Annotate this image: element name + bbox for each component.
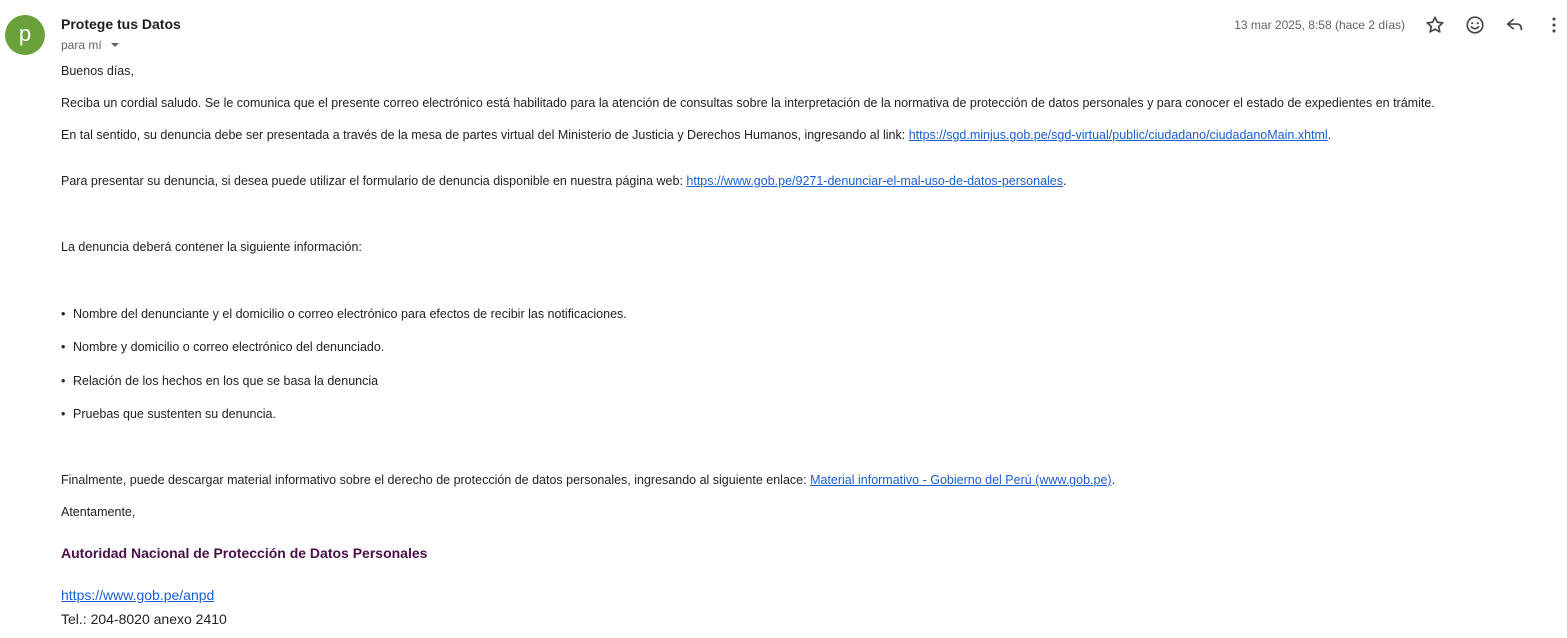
paragraph-3: [61, 174, 1066, 188]
timestamp: 13 mar 2025, 8:58 (hace 2 días): [1234, 18, 1405, 32]
recipient-label: para mí: [61, 38, 102, 52]
signature-link-line: [61, 587, 214, 603]
list-item-text: Pruebas que sustenten su denuncia.: [73, 407, 276, 421]
bullet: •: [61, 407, 66, 421]
list-item-text: Nombre y domicilio o correo electrónico del denunciado.: [73, 340, 385, 354]
paragraph-5-text: Finalmente, puede descargar material informativo sobre el derecho de protección de datos personales, ingresando al siguiente enlace:: [61, 473, 811, 487]
signature-name: Autoridad Nacional de Protección de Datos Personales: [61, 545, 428, 561]
signature-tel: Tel.: 204-8020 anexo 2410: [61, 611, 227, 627]
avatar[interactable]: p: [5, 15, 45, 55]
reply-icon[interactable]: [1504, 14, 1526, 36]
emoji-icon[interactable]: [1464, 14, 1486, 36]
material-informativo-link[interactable]: Material informativo - Gobierno del Perú (www.gob.pe): [810, 473, 1112, 487]
list-item: [61, 374, 378, 388]
paragraph-2-end: .: [1327, 128, 1332, 142]
more-vert-icon[interactable]: [1543, 14, 1565, 36]
paragraph-5-end: .: [1111, 473, 1116, 487]
list-item-text: Nombre del denunciante y el domicilio o correo electrónico para efectos de recibir las notificaciones.: [73, 307, 627, 321]
paragraph-3-end: .: [1063, 174, 1067, 188]
mesa-partes-link[interactable]: https://sgd.minjus.gob.pe/sgd-virtual/public/ciudadano/ciudadanoMain.xhtml: [908, 128, 1328, 142]
list-item: [61, 340, 384, 354]
bullet: •: [61, 307, 66, 321]
star-icon[interactable]: [1424, 14, 1446, 36]
paragraph-3-text: Para presentar su denuncia, si desea puede utilizar el formulario de denuncia disponible en nuestra página web:: [61, 174, 687, 188]
bullet: •: [61, 340, 66, 354]
recipient-dropdown[interactable]: [61, 38, 122, 52]
list-item-text: Relación de los hechos en los que se basa la denuncia: [73, 374, 379, 388]
bullet: •: [61, 374, 66, 388]
paragraph-2: [61, 128, 1331, 142]
chevron-down-icon[interactable]: [108, 38, 122, 52]
paragraph-2-text: En tal sentido, su denuncia debe ser presentada a través de la mesa de partes virtual del Ministerio de Justicia y Derechos Humanos, ingresando al link:: [61, 128, 909, 142]
closing: Atentamente,: [61, 505, 136, 519]
paragraph-4: La denuncia deberá contener la siguiente información:: [61, 240, 362, 254]
list-item: [61, 407, 276, 421]
paragraph-5: [61, 473, 1115, 487]
list-item: [61, 307, 627, 321]
anpd-link[interactable]: https://www.gob.pe/anpd: [61, 587, 215, 603]
denuncia-form-link[interactable]: https://www.gob.pe/9271-denunciar-el-mal-uso-de-datos-personales: [686, 174, 1063, 188]
paragraph-1: Reciba un cordial saludo. Se le comunica que el presente correo electrónico está habilitado para la atención de consultas sobre la interpretación de la normativa de protección de datos personales y para conocer el estado de expedientes en trámite.: [61, 96, 1435, 110]
greeting: Buenos días,: [61, 64, 134, 78]
sender-name[interactable]: Protege tus Datos: [61, 16, 181, 32]
